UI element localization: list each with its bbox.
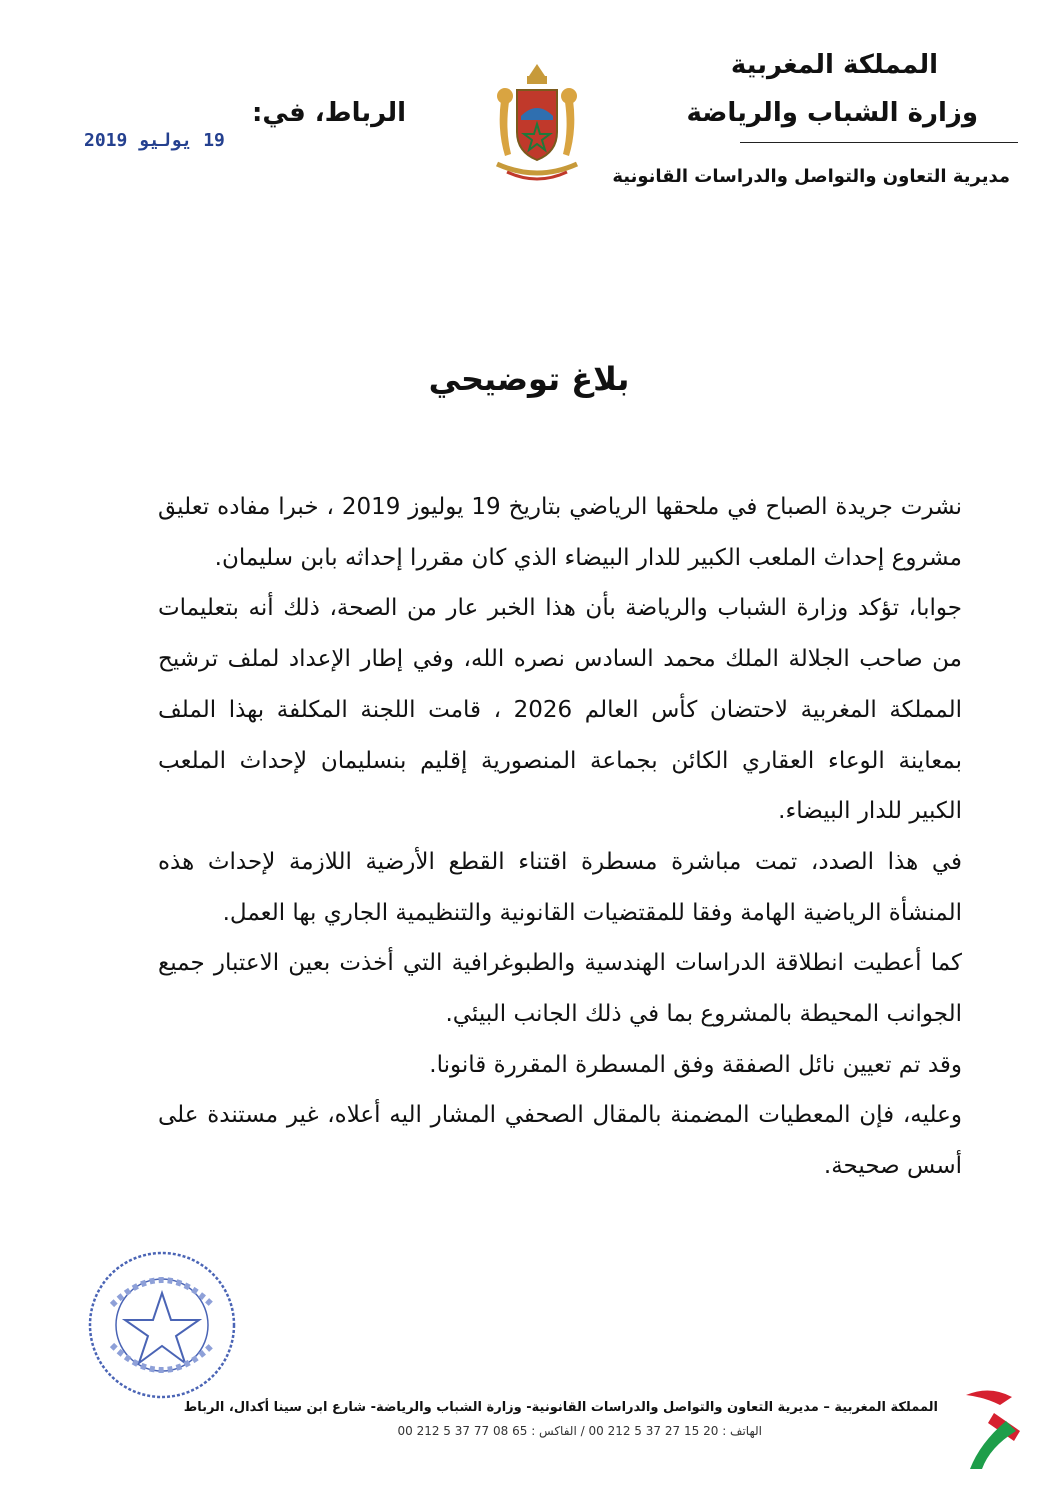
- paragraph: جوابا، تؤكد وزارة الشباب والرياضة بأن هذا الخبر عار من الصحة، ذلك أنه بتعليمات من صاحب الجلالة الملك محمد السادس نصره الله، وفي إطار الإعداد لملف ترشيح المملكة المغربية لاحتضان كأس العالم 2026 ، قامت اللجنة المكلفة بهذا الملف بمعاينة الوعاء العقاري الكائن بجماعة المنصورية إقليم بنسليمان لإحداث الملعب الكبير للدار البيضاء.: [158, 595, 962, 825]
- ministry-name: وزارة الشباب والرياضة: [686, 98, 978, 128]
- header-divider: [740, 142, 1018, 143]
- royal-coat-of-arms-icon: [487, 60, 587, 190]
- paragraph: وقد تم تعيين نائل الصفقة وفق المسطرة المقررة قانونا.: [429, 1051, 962, 1078]
- paragraph: نشرت جريدة الصباح في ملحقها الرياضي بتاريخ 19 يوليوز 2019 ، خبرا مفاده تعليق مشروع إحداث الملعب الكبير للدار البيضاء الذي كان مقررا إحداثه بابن سليمان.: [158, 494, 962, 571]
- paragraph: في هذا الصدد، تمت مباشرة مسطرة اقتناء القطع الأرضية اللازمة لإحداث هذه المنشأة الرياضية الهامة وفقا للمقتضيات القانونية والتنظيمية الجاري بها العمل.: [158, 848, 962, 926]
- paragraph: وعليه، فإن المعطيات المضمنة بالمقال الصحفي المشار اليه أعلاه، غير مستندة على أسس صحيحة.: [158, 1102, 962, 1180]
- directorate-name: مديرية التعاون والتواصل والدراسات القانونية: [612, 166, 1010, 187]
- country-name: المملكة المغربية: [730, 50, 938, 80]
- place-date-label: الرباط، في:: [252, 98, 407, 128]
- document-title: بلاغ توضيحي: [428, 360, 630, 398]
- paragraph: كما أعطيت انطلاقة الدراسات الهندسية والطبوغرافية التي أخذت بعين الاعتبار جميع الجوانب المحيطة بالمشروع بما في ذلك الجانب البيئي.: [158, 950, 962, 1028]
- date-stamp: 19 يوليو 2019: [84, 130, 225, 151]
- document-body: [158, 482, 962, 1192]
- official-stamp-icon: [82, 1245, 242, 1405]
- ministry-logo-icon: [960, 1383, 1032, 1473]
- footer-address: المملكة المغربية – مديرية التعاون والتواصل والدراسات القانونية- وزارة الشباب والرياضة- شارع ابن سينا أكدال، الرباط: [183, 1400, 938, 1415]
- footer-phones: الهاتف : 20 15 27 37 5 212 00 / الفاكس : 65 08 77 37 5 212 00: [397, 1424, 762, 1438]
